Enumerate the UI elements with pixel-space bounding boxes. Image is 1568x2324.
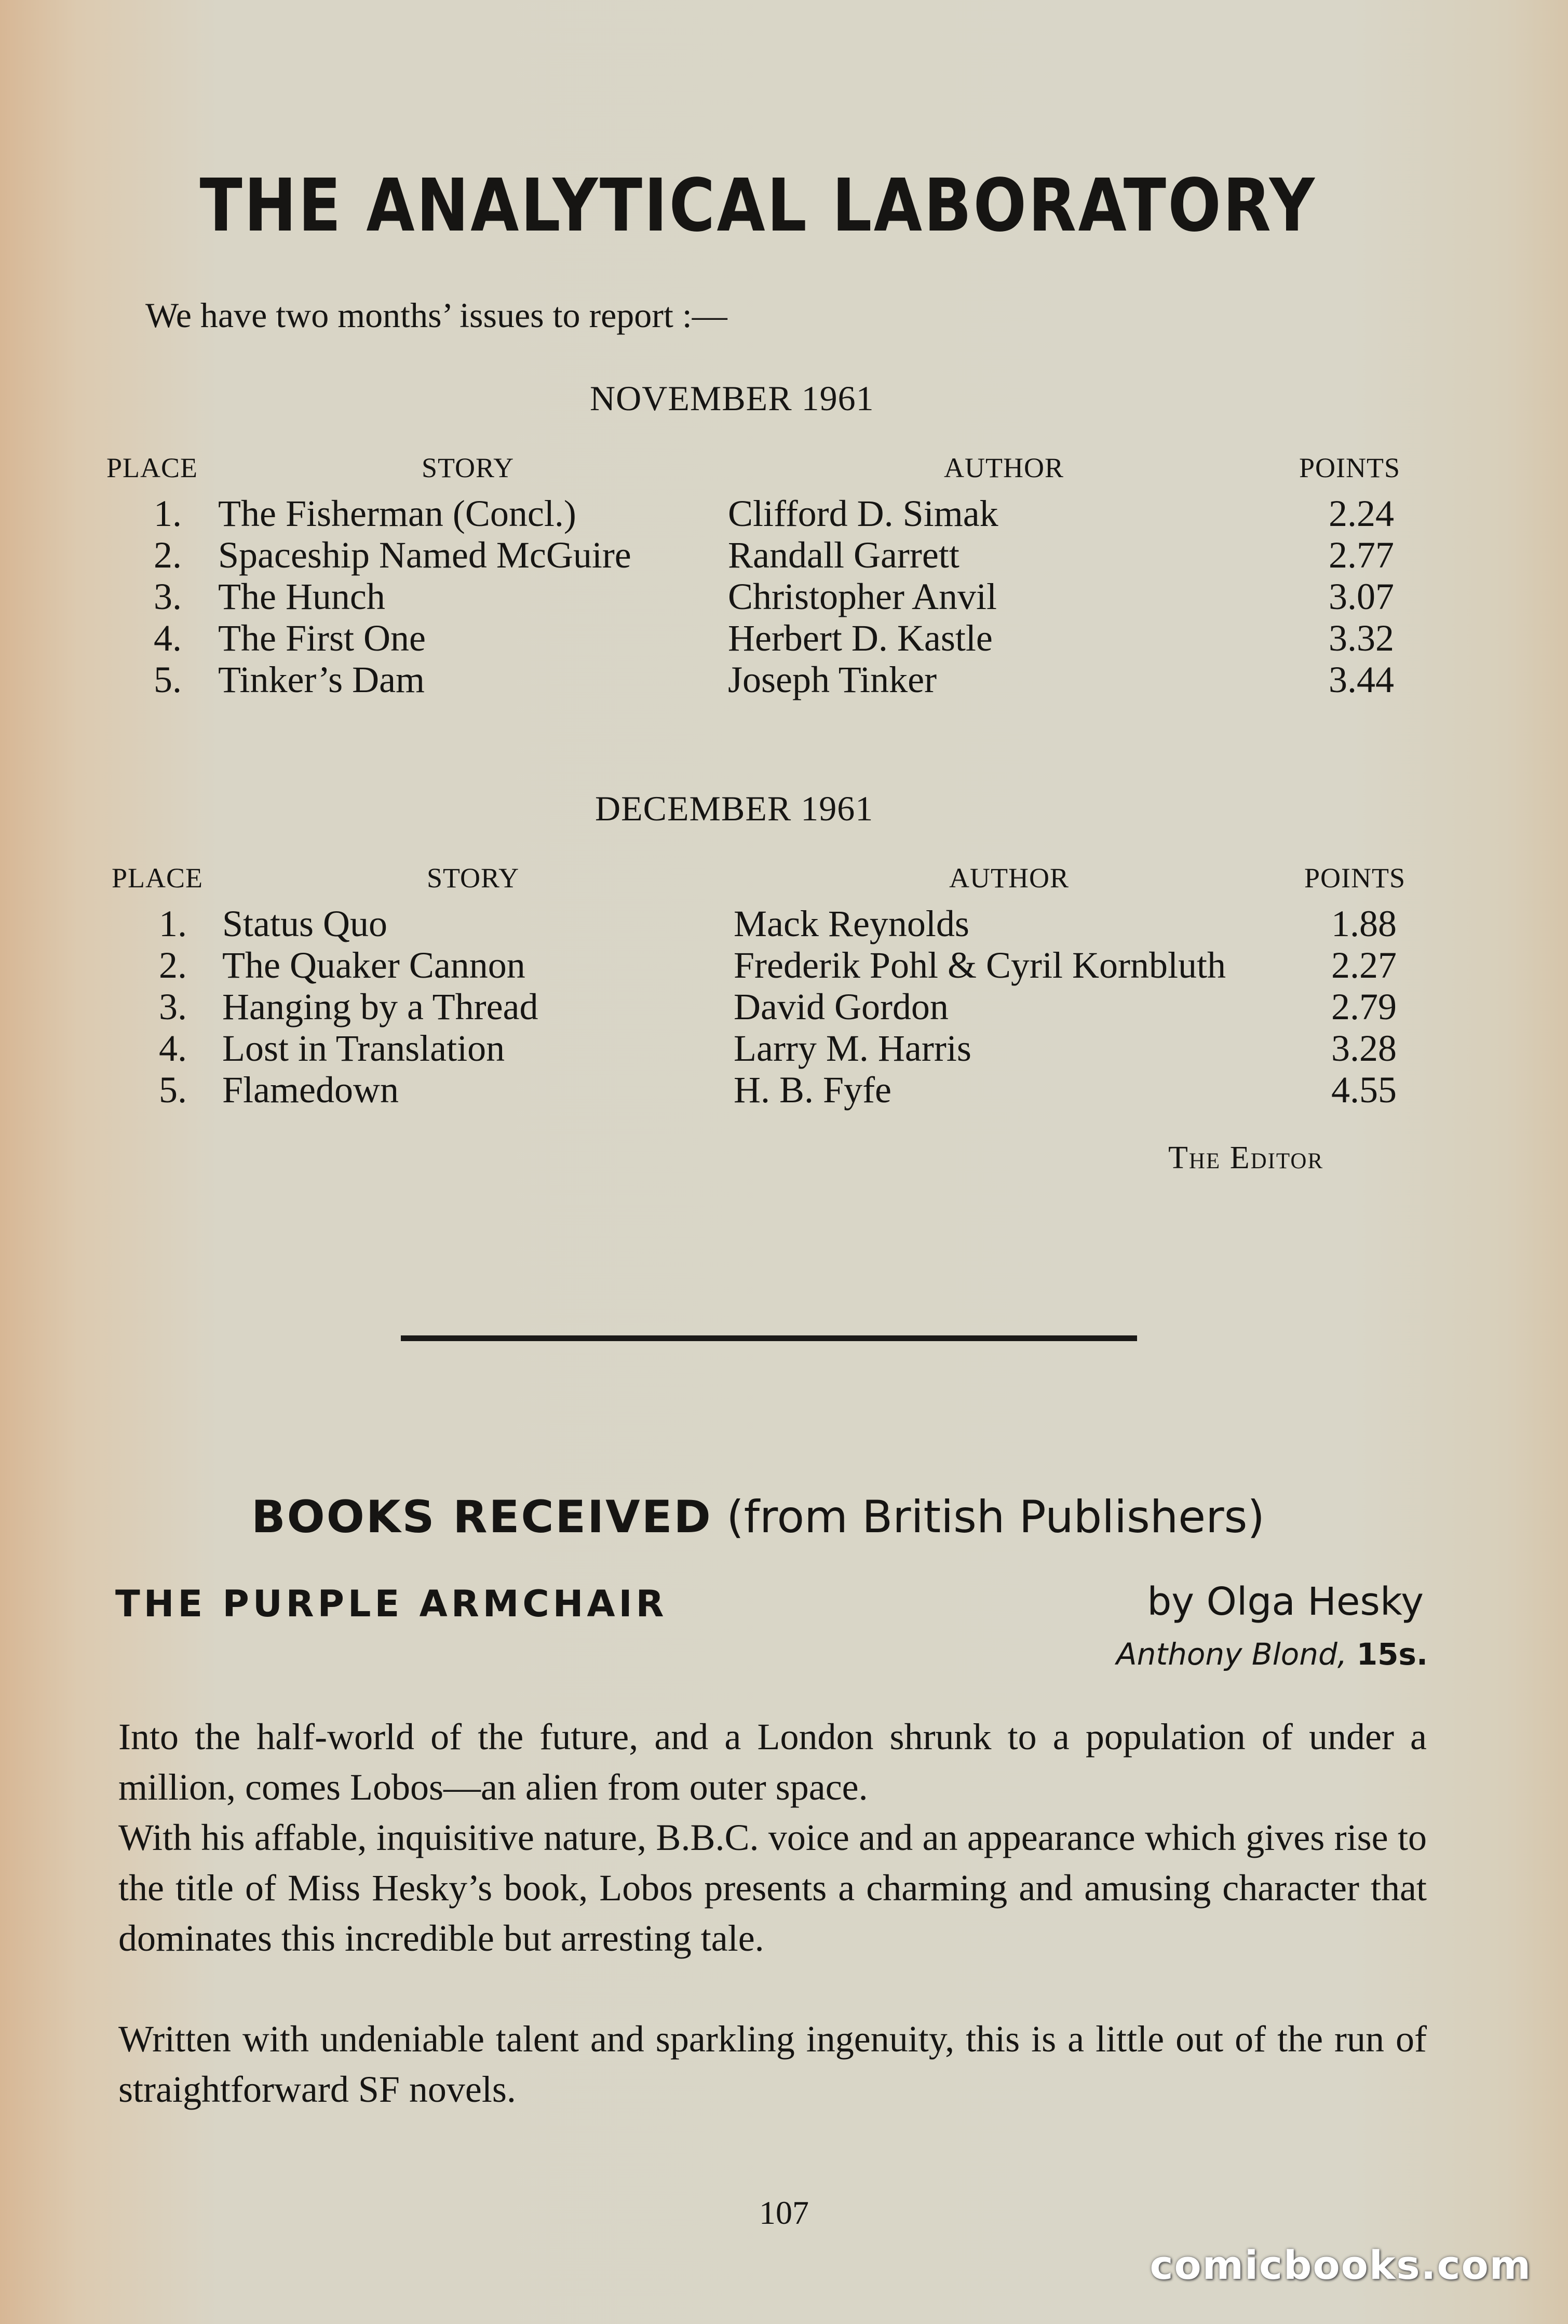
table-row-place: 2. bbox=[159, 944, 187, 986]
table-row-author: Herbert D. Kastle bbox=[728, 617, 993, 659]
table-row-place: 5. bbox=[159, 1069, 187, 1111]
table-row-author: Mack Reynolds bbox=[734, 903, 969, 944]
editor-signature: The Editor bbox=[1168, 1140, 1324, 1175]
table-row-story: Hanging by a Thread bbox=[222, 986, 538, 1028]
table-row-points: 3.28 bbox=[1331, 1028, 1397, 1069]
table-row-points: 4.55 bbox=[1331, 1069, 1397, 1111]
column-header-author: AUTHOR bbox=[944, 452, 1064, 483]
column-header-story: STORY bbox=[422, 452, 515, 483]
table-row-points: 3.44 bbox=[1329, 659, 1394, 700]
table-row-place: 2. bbox=[154, 534, 182, 576]
review-paragraph-text: With his affable, inquisitive nature, B.B.C. voice and an appearance which gives rise to the title of Miss Hesky’s book, Lobos presents a charming and amusing character that dominates this incredible but arresting tale. bbox=[118, 1817, 1427, 1959]
table-row-place: 1. bbox=[154, 493, 182, 534]
table-row-story: Status Quo bbox=[222, 903, 388, 944]
table-row-author: Frederik Pohl & Cyril Kornbluth bbox=[734, 944, 1226, 986]
table-row-points: 2.77 bbox=[1329, 534, 1394, 576]
review-paragraph bbox=[118, 1813, 1427, 1964]
table-row-place: 4. bbox=[159, 1028, 187, 1069]
book-author: by Olga Hesky bbox=[1147, 1579, 1424, 1624]
table-row-story: The Quaker Cannon bbox=[222, 944, 525, 986]
table-row-story: Lost in Translation bbox=[222, 1028, 505, 1069]
table-row-author: H. B. Fyfe bbox=[734, 1069, 891, 1111]
table-row-points: 3.07 bbox=[1329, 576, 1394, 617]
book-title: THE PURPLE ARMCHAIR bbox=[115, 1583, 668, 1625]
column-header-place: PLACE bbox=[106, 452, 198, 483]
table-row-place: 5. bbox=[154, 659, 182, 700]
table-row-story: The First One bbox=[218, 617, 426, 659]
month-heading-november: NOVEMBER 1961 bbox=[590, 379, 874, 418]
table-row-place: 3. bbox=[154, 576, 182, 617]
intro-text: We have two months’ issues to report :— bbox=[145, 295, 727, 335]
watermark: comicbooks.com bbox=[1150, 2242, 1532, 2288]
table-row-story: Tinker’s Dam bbox=[218, 659, 425, 700]
table-row-story: The Fisherman (Concl.) bbox=[218, 493, 576, 534]
review-paragraph: Into the half-world of the future, and a London shrunk to a population of under a million, comes Lobos—an alien from outer space. bbox=[118, 1716, 1427, 1808]
table-row-author: Larry M. Harris bbox=[734, 1028, 971, 1069]
month-heading-december: DECEMBER 1961 bbox=[595, 789, 874, 828]
table-row-author: Clifford D. Simak bbox=[728, 493, 998, 534]
books-heading: BOOKS RECEIVED bbox=[251, 1491, 712, 1543]
column-header-points: POINTS bbox=[1299, 452, 1401, 483]
book-publisher bbox=[1116, 1637, 1428, 1672]
table-row-author: David Gordon bbox=[734, 986, 949, 1028]
column-header-points: POINTS bbox=[1304, 862, 1406, 894]
table-row-points: 2.24 bbox=[1329, 493, 1394, 534]
table-row-author: Joseph Tinker bbox=[728, 659, 937, 700]
review-paragraph: Written with undeniable talent and sparkling ingenuity, this is a little out of the run of straightforward SF novels. bbox=[118, 2018, 1427, 2110]
table-row-story: The Hunch bbox=[218, 576, 385, 617]
books-subheading: (from British Publishers) bbox=[726, 1491, 1265, 1543]
table-row-place: 1. bbox=[159, 903, 187, 944]
table-row-points: 2.79 bbox=[1331, 986, 1397, 1028]
table-row-points: 3.32 bbox=[1329, 617, 1394, 659]
table-row-place: 4. bbox=[154, 617, 182, 659]
book-price: 15s. bbox=[1356, 1637, 1428, 1672]
table-row-points: 1.88 bbox=[1331, 903, 1397, 944]
column-header-story: STORY bbox=[427, 862, 520, 894]
publisher-name: Anthony Blond, bbox=[1116, 1637, 1347, 1672]
books-received-heading bbox=[0, 1491, 1516, 1543]
column-header-author: AUTHOR bbox=[949, 862, 1069, 894]
table-row-story: Flamedown bbox=[222, 1069, 399, 1111]
table-row-place: 3. bbox=[159, 986, 187, 1028]
page-title: THE ANALYTICAL LABORATORY bbox=[199, 164, 1317, 248]
page-number: 107 bbox=[759, 2194, 809, 2231]
table-row-story: Spaceship Named McGuire bbox=[218, 534, 631, 576]
column-header-place: PLACE bbox=[112, 862, 204, 894]
table-row-author: Christopher Anvil bbox=[728, 576, 997, 617]
table-row-author: Randall Garrett bbox=[728, 534, 959, 576]
table-row-points: 2.27 bbox=[1331, 944, 1397, 986]
section-divider bbox=[401, 1335, 1137, 1341]
